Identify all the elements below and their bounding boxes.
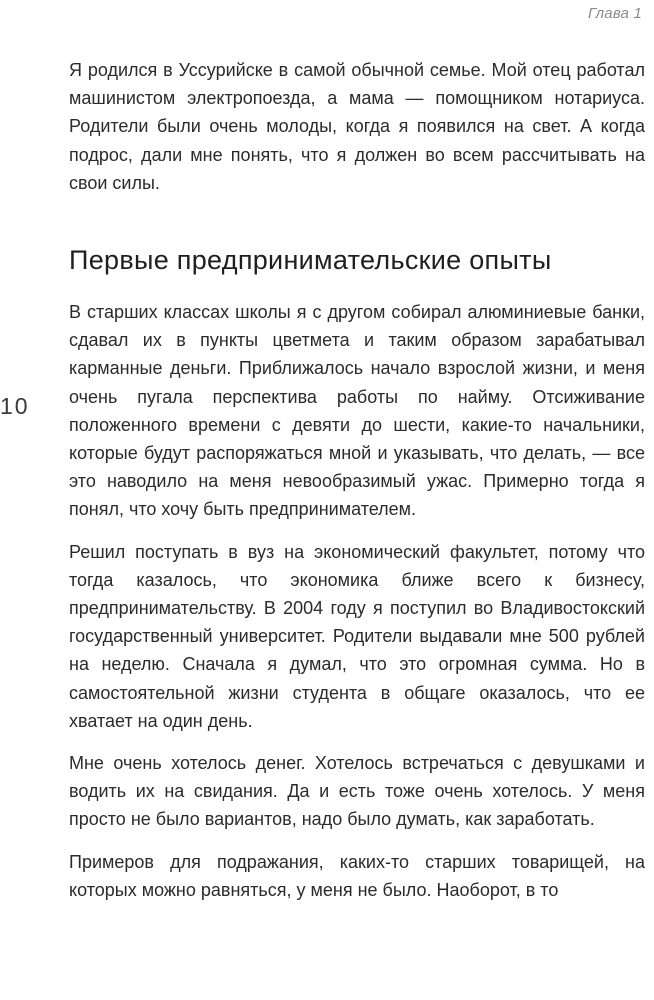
page-number: 10 [0, 393, 30, 419]
paragraph-money: Мне очень хотелось денег. Хотелось встречаться с девушками и водить их на свидания. Да и есть тоже очень хотелось. У меня просто не было вариантов, надо было думать, как заработать. [69, 753, 645, 830]
paragraph-school: В старших классах школы я с другом собирал алюминиевые банки, сдавал их в пункты цветмета и таким образом зарабатывал карманные деньги. Приближалось начало взрослой жизни, и меня очень пугала перспектива работы по найму. Отсиживание положенного времени с девяти до шести, какие-то начальники, которые будут распоряжаться мной и указывать, что делать, — все это наводило на меня невообразимый ужас. Примерно тогда я понял, что хочу быть предпринимателем. [69, 302, 645, 520]
running-header: Глава 1 [587, 5, 642, 22]
paragraph-intro: Я родился в Уссурийске в самой обычной семье. Мой отец работал машинистом электропоезда, а мама — помощником нотариуса. Родители были очень молоды, когда я появился на свет. А когда подрос, дали мне понять, что я должен во всем рассчитывать на свои силы. [69, 60, 645, 193]
section-heading: Первые предпринимательские опыты [69, 245, 552, 276]
page-body [69, 56, 645, 904]
paragraph-university: Решил поступать в вуз на экономический факультет, потому что тогда казалось, что экономика ближе всего к бизнесу, предпринимательству. В 2004 году я поступил во Владивостокский государственный университет. Родители выдавали мне 500 рублей на неделю. Сначала я думал, что это огромная сумма. Но в самостоятельной жизни студента в общаге оказалось, что ее хватает на один день. [69, 541, 645, 731]
paragraph-role-models: Примеров для подражания, каких-то старших товарищей, на которых можно равняться, у меня не было. Наоборот, в то [69, 851, 645, 900]
